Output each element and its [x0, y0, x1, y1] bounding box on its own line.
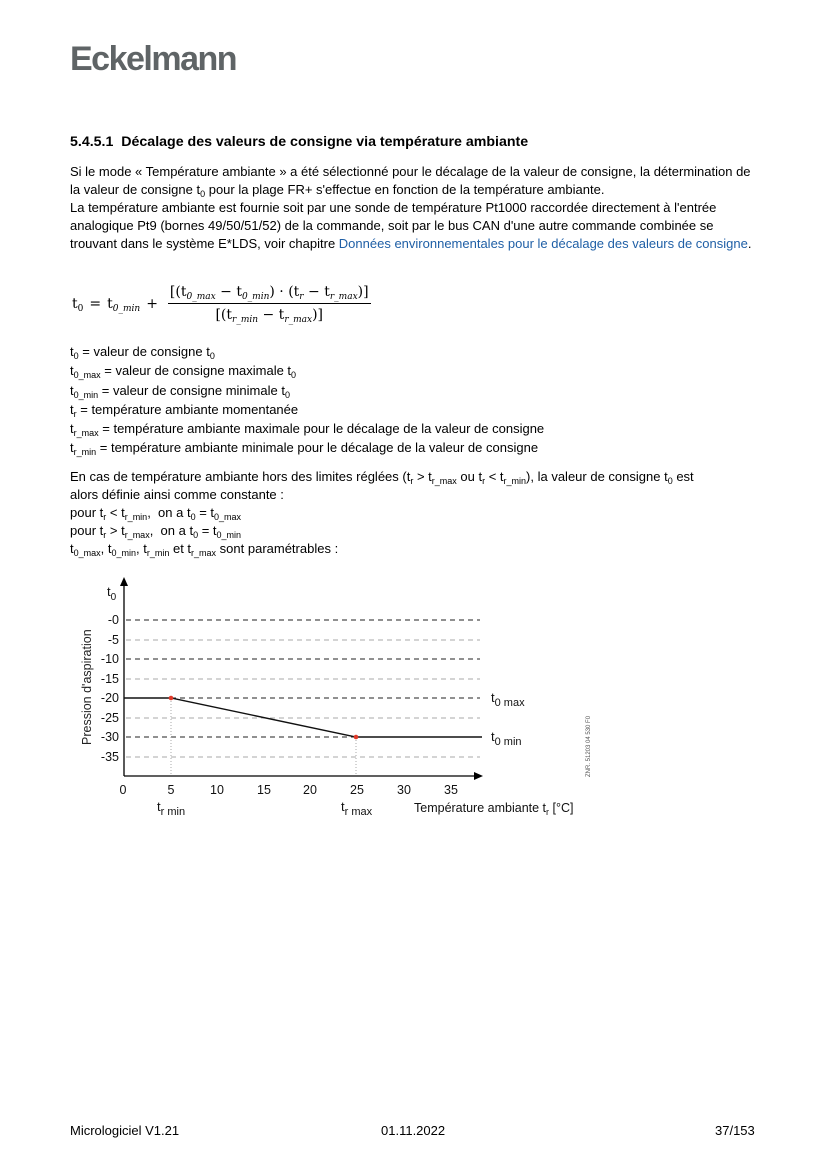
svg-text:5: 5 — [167, 783, 175, 797]
svg-text:-0: -0 — [107, 613, 119, 627]
section-title: Décalage des valeurs de consigne via température ambiante — [121, 134, 529, 150]
svg-text:-10: -10 — [100, 652, 119, 666]
configurable-params: $t_{0\_max}$, $t_{0\_min}$, $t_{r\_min}$ et $t_{r\_max}$ sont paramétrables : — [70, 541, 339, 558]
svg-text:15: 15 — [257, 783, 271, 797]
intro-paragraph-2: La température ambiante est fournie soit par une sonde de température Pt1000 raccordée directement à l'entrée analogique Pt9 (bornes 49/50/51/52) de la commande, soit par le bus CAN d'une autre commande combinée se trouvant dans le système E*LDS, voir chapitre Données environnementales pour le décalage des valeurs de consigne. — [70, 200, 752, 251]
limits-line-2: alors définie ainsi comme constante : — [70, 487, 284, 502]
setpoint-curve — [124, 698, 482, 737]
setpoint-formula: $t_0$ = $t_{0\_min}$ + $\frac{[(t_{0\_max} - t_{0\_min}) \cdot (t_r - t_{r\_max})]}{[(t_{r\_min} - t_{r\_max})]}$ — [72, 284, 369, 325]
footer-date: 01.11.2022 — [381, 1123, 446, 1138]
definition-item: $t_{0\_min}$ = valeur de consigne minimale $t_0$ — [70, 382, 290, 400]
svg-text:-15: -15 — [100, 672, 119, 686]
svg-text:0: 0 — [119, 783, 127, 797]
eckelmann-logo: Eckelmann — [70, 40, 237, 78]
x-tick-labels — [120, 783, 458, 797]
section-number: 5.4.5.1 — [70, 134, 114, 150]
definition-item: $t_0$ = valeur de consigne $t_0$ — [70, 344, 215, 361]
formula-fraction — [168, 284, 371, 323]
y-tick-labels — [101, 613, 119, 764]
svg-text:-20: -20 — [100, 691, 119, 705]
footer-page-number: 37/153 — [715, 1123, 755, 1138]
svg-text:-25: -25 — [100, 711, 119, 725]
svg-text:-35: -35 — [100, 750, 119, 764]
svg-text:10: 10 — [210, 783, 224, 797]
label-t0-max: $t_{0 max}$ — [491, 690, 525, 709]
drawing-reference: ZNR. 51203 04 530 F0 — [586, 715, 592, 777]
limits-paragraph — [70, 468, 760, 558]
case-above-max: pour $t_r > t_{r\_max}$, on a $t_0 = t_{0\_min}$ — [70, 523, 242, 540]
definition-item: $t_r$ = température ambiante momentanée — [70, 401, 299, 419]
definitions-list — [70, 342, 544, 458]
svg-text:35: 35 — [444, 783, 458, 797]
formula-denominator: $[(t_{r\_min} - t_{r\_max})]$ — [215, 307, 324, 325]
chart-gridlines — [126, 620, 480, 757]
marker-tr-max — [354, 735, 359, 740]
chart-axes — [124, 583, 476, 776]
y-axis-arrow-icon — [120, 577, 128, 586]
label-tr-min: $t_{r min}$ — [157, 799, 186, 818]
y-axis-symbol: $t_0$ — [107, 584, 117, 603]
formula-lhs: $t_0$ — [72, 295, 84, 314]
intro-paragraphs — [70, 163, 760, 253]
svg-text:-5: -5 — [107, 633, 119, 647]
chart-guides — [171, 698, 356, 776]
definition-item: $t_{r\_max}$ = température ambiante maximale pour le décalage de la valeur de consigne — [70, 421, 545, 439]
case-below-min: pour $t_r < t_{r\_min}$, on a $t_0 = t_{0\_max}$ — [70, 505, 242, 522]
definition-item: $t_{0\_max}$ = valeur de consigne maximale $t_0$ — [70, 363, 297, 381]
svg-text:30: 30 — [397, 783, 411, 797]
definition-item: $t_{r\_min}$ = température ambiante minimale pour le décalage de la valeur de consigne — [70, 440, 539, 458]
formula-t0min: $t_{0\_min}$ — [107, 295, 141, 314]
formula-numerator: $[(t_{0\_max} - t_{0\_min}) \cdot (t_r - t_{r\_max})]$ — [169, 284, 369, 302]
chapter-link[interactable]: Données environnementales pour le décalage des valeurs de consigne — [338, 236, 748, 251]
section-heading — [70, 134, 528, 150]
label-t0-min: $t_{0 min}$ — [491, 729, 522, 748]
y-axis-title: Pression d'aspiration — [80, 629, 94, 745]
label-tr-max: $t_{r max}$ — [341, 799, 373, 818]
limits-line-1: En cas de température ambiante hors des limites réglées ($t_r > t_{r\_max}$ ou $t_r < t_{r\_min}$), la valeur de consigne $t_0$ est — [70, 469, 694, 486]
x-axis-title: Température ambiante $t_r$ [°C] — [414, 801, 574, 817]
intro-paragraph-1: Si le mode « Température ambiante » a été sélectionné pour le décalage de la valeur de consigne, la détermination de la valeur de consigne $t_0$ pour la plage FR+ s'effectue en fonction de la température ambiante. — [70, 164, 751, 199]
footer-firmware-version: Micrologiciel V1.21 — [70, 1123, 180, 1138]
svg-text:25: 25 — [350, 783, 364, 797]
svg-text:20: 20 — [303, 783, 317, 797]
marker-tr-min — [169, 696, 174, 701]
svg-text:-30: -30 — [100, 730, 119, 744]
x-axis-arrow-icon — [474, 772, 483, 780]
